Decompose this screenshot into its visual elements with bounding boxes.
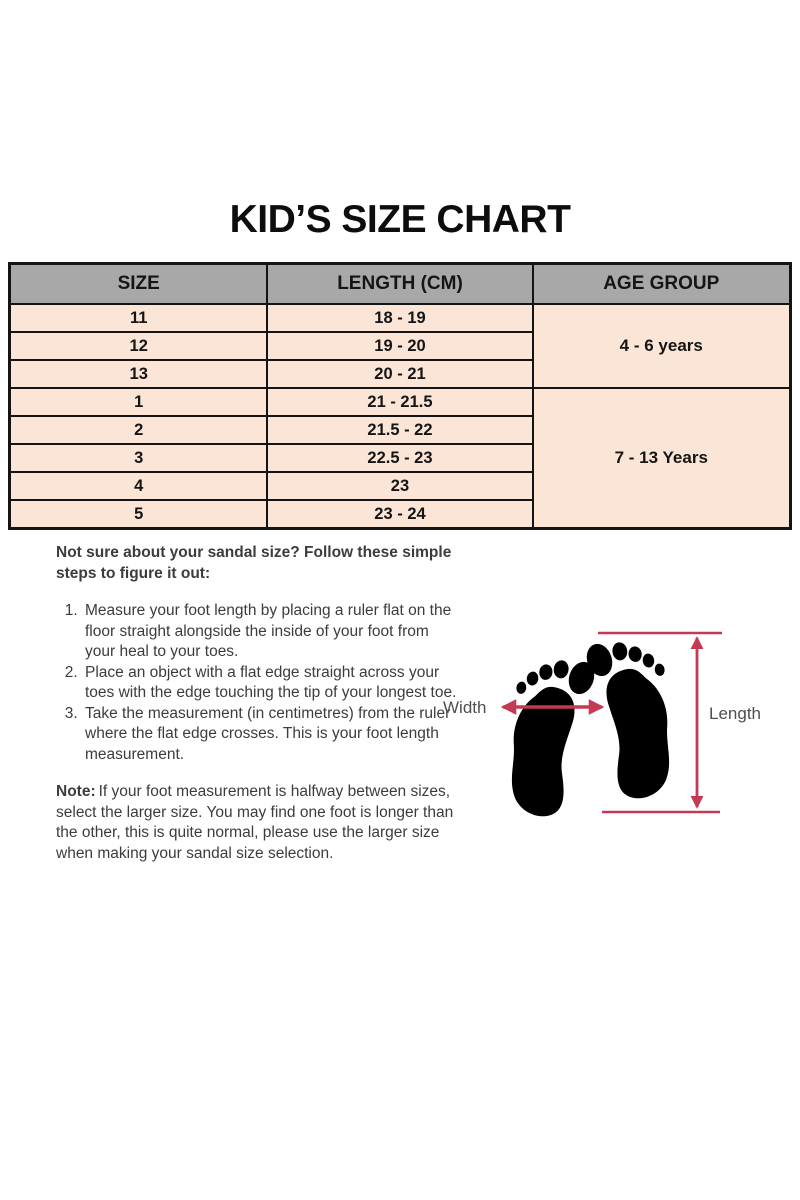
header-length: LENGTH (CM) (267, 264, 532, 305)
age-group-cell: 7 - 13 Years (533, 388, 791, 529)
note-label: Note: (56, 783, 96, 800)
length-cell: 21 - 21.5 (267, 388, 532, 416)
length-label: Length (709, 704, 761, 723)
step-item: 1. Measure your foot length by placing a ruler flat on the floor straight alongside the inside of your foot from your heal to your toes. (82, 601, 460, 663)
length-cell: 23 - 24 (267, 500, 532, 529)
size-cell: 3 (10, 444, 268, 472)
page-title: KID’S SIZE CHART (229, 198, 571, 241)
age-group-cell: 4 - 6 years (533, 304, 791, 388)
length-cell: 21.5 - 22 (267, 416, 532, 444)
right-footprint-icon (582, 633, 682, 803)
foot-measurement-diagram (435, 600, 795, 850)
size-cell: 12 (10, 332, 268, 360)
size-cell: 1 (10, 388, 268, 416)
width-label: Width (443, 698, 487, 717)
note-text: If your foot measurement is halfway between sizes, select the larger size. You may find one foot is longer than the other, this is quite normal, please use the larger size when making your sandal size selection. (56, 783, 454, 862)
header-age-group: AGE GROUP (533, 264, 791, 305)
table-header-row (10, 264, 791, 305)
instructions-steps (56, 601, 460, 765)
step-item: 3. Take the measurement (in centimetres) from the ruler where the flat edge crosses. This is your foot length measurement. (82, 704, 460, 766)
left-footprint-icon (499, 651, 599, 821)
size-cell: 2 (10, 416, 268, 444)
length-cell: 18 - 19 (267, 304, 532, 332)
size-chart-table (8, 262, 792, 530)
length-cell: 23 (267, 472, 532, 500)
table-row (10, 388, 791, 416)
length-cell: 20 - 21 (267, 360, 532, 388)
size-cell: 13 (10, 360, 268, 388)
size-cell: 11 (10, 304, 268, 332)
measuring-instructions (56, 543, 460, 864)
step-item: 2. Place an object with a flat edge straight across your toes with the edge touching the tip of your longest toe. (82, 663, 460, 704)
table-row (10, 304, 791, 332)
length-cell: 19 - 20 (267, 332, 532, 360)
header-size: SIZE (10, 264, 268, 305)
size-cell: 4 (10, 472, 268, 500)
sizing-note (56, 782, 460, 864)
size-cell: 5 (10, 500, 268, 529)
length-cell: 22.5 - 23 (267, 444, 532, 472)
instructions-intro: Not sure about your sandal size? Follow these simple steps to figure it out: (56, 544, 452, 582)
